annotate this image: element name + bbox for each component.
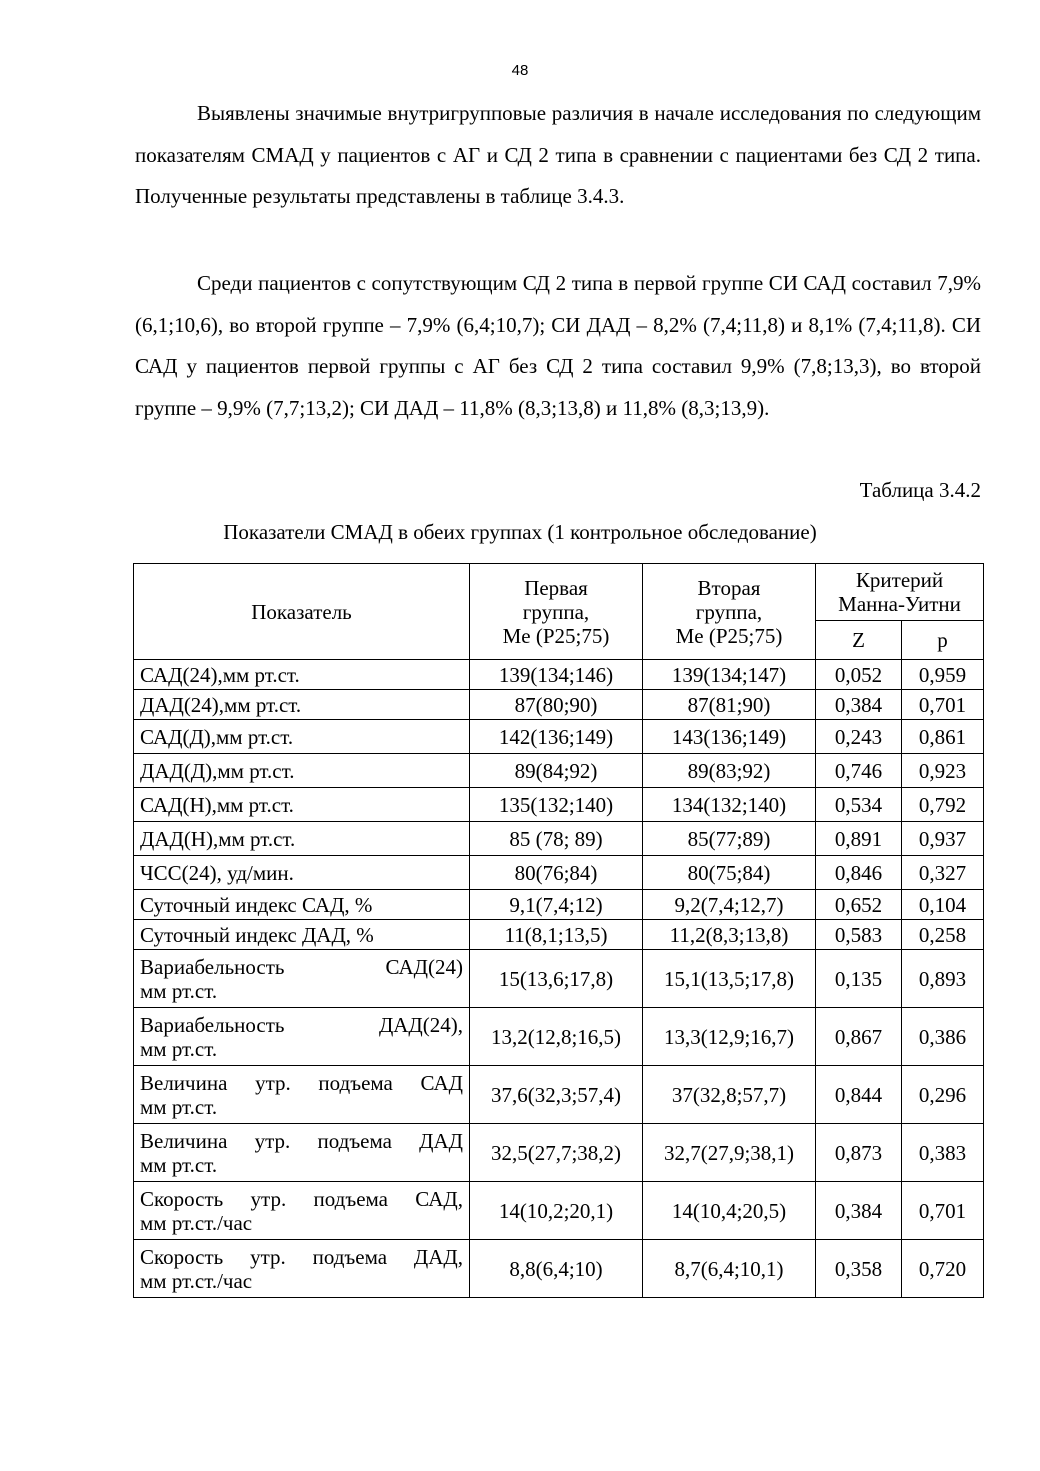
header-group1 xyxy=(470,564,643,660)
cell-group1: 15(13,6;17,8) xyxy=(470,950,643,1008)
cell-p: 0,701 xyxy=(902,1182,984,1240)
table-row xyxy=(134,754,984,788)
indicator-line: мм рт.ст. xyxy=(140,1094,218,1119)
cell-group2: 14(10,4;20,5) xyxy=(643,1182,816,1240)
header-group1-line-1: Первая xyxy=(524,575,588,600)
cell-p: 0,792 xyxy=(902,788,984,822)
indicator-line: мм рт.ст. xyxy=(140,978,218,1003)
cell-group1: 135(132;140) xyxy=(470,788,643,822)
cell-p: 0,893 xyxy=(902,950,984,1008)
indicator-line: Скорость утр. подъема САД, xyxy=(140,1186,463,1211)
cell-p: 0,327 xyxy=(902,856,984,890)
cell-group2: 32,7(27,9;38,1) xyxy=(643,1124,816,1182)
cell-group2: 134(132;140) xyxy=(643,788,816,822)
table-row xyxy=(134,950,984,1008)
header-group2-line-2: группа, xyxy=(695,599,763,624)
cell-group2: 9,2(7,4;12,7) xyxy=(643,890,816,920)
cell-group2: 11,2(8,3;13,8) xyxy=(643,920,816,950)
cell-indicator xyxy=(134,920,470,950)
cell-indicator xyxy=(134,720,470,754)
cell-p: 0,296 xyxy=(902,1066,984,1124)
cell-group2: 13,3(12,9;16,7) xyxy=(643,1008,816,1066)
table-label: Таблица 3.4.2 xyxy=(859,478,981,502)
page-number: 48 xyxy=(511,62,529,79)
paragraph-2: Среди пациентов с сопутствующим СД 2 типа в первой группе СИ САД составил 7,9% (6,1;10,6), во второй группе – 7,9% (6,4;10,7); СИ ДАД – 8,2% (7,4;11,8) и 8,1% (7,4;11,8). СИ САД у пациентов первой группы с АГ без СД 2 типа составил 9,9% (7,8;13,3), во второй группе – 9,9% (7,7;13,2); СИ ДАД – 11,8% (8,3;13,8) и 11,8% (8,3;13,9). xyxy=(135,271,981,420)
cell-z: 0,052 xyxy=(816,660,902,690)
indicator-line: ДАД(Н),мм рт.ст. xyxy=(140,826,296,851)
cell-group1: 87(80;90) xyxy=(470,690,643,720)
header-group1-line-3: Me (P25;75) xyxy=(502,623,610,648)
table-row xyxy=(134,720,984,754)
cell-p: 0,104 xyxy=(902,890,984,920)
indicator-line: САД(24),мм рт.ст. xyxy=(140,662,300,687)
cell-z: 0,652 xyxy=(816,890,902,920)
cell-z: 0,243 xyxy=(816,720,902,754)
table-row xyxy=(134,822,984,856)
cell-group1: 11(8,1;13,5) xyxy=(470,920,643,950)
cell-z: 0,135 xyxy=(816,950,902,1008)
cell-group1: 139(134;146) xyxy=(470,660,643,690)
cell-z: 0,358 xyxy=(816,1240,902,1298)
cell-p: 0,959 xyxy=(902,660,984,690)
indicator-line: Суточный индекс ДАД, % xyxy=(140,922,374,947)
cell-indicator xyxy=(134,660,470,690)
cell-group2: 143(136;149) xyxy=(643,720,816,754)
cell-group1: 37,6(32,3;57,4) xyxy=(470,1066,643,1124)
table-body xyxy=(134,660,984,1298)
table-row xyxy=(134,1182,984,1240)
indicator-line: Величина утр. подъема ДАД xyxy=(140,1128,463,1153)
cell-indicator xyxy=(134,1008,470,1066)
header-criterion-line-2: Манна-Уитни xyxy=(838,592,961,616)
header-criterion-line-1: Критерий xyxy=(855,568,944,592)
cell-p: 0,923 xyxy=(902,754,984,788)
indicator-line: мм рт.ст. xyxy=(140,1152,218,1177)
cell-group1: 80(76;84) xyxy=(470,856,643,890)
header-group2-line-1: Вторая xyxy=(697,575,761,600)
cell-z: 0,384 xyxy=(816,1182,902,1240)
cell-group2: 37(32,8;57,7) xyxy=(643,1066,816,1124)
cell-p: 0,386 xyxy=(902,1008,984,1066)
cell-group2: 85(77;89) xyxy=(643,822,816,856)
cell-group1: 13,2(12,8;16,5) xyxy=(470,1008,643,1066)
cell-p: 0,861 xyxy=(902,720,984,754)
cell-indicator xyxy=(134,890,470,920)
cell-indicator xyxy=(134,1240,470,1298)
header-criterion xyxy=(816,564,984,621)
cell-group1: 8,8(6,4;10) xyxy=(470,1240,643,1298)
cell-z: 0,844 xyxy=(816,1066,902,1124)
cell-indicator xyxy=(134,1066,470,1124)
cell-indicator xyxy=(134,950,470,1008)
indicator-line: мм рт.ст./час xyxy=(140,1210,253,1235)
table-row xyxy=(134,1124,984,1182)
indicator-line: ДАД(24),мм рт.ст. xyxy=(140,692,302,717)
cell-z: 0,867 xyxy=(816,1008,902,1066)
indicator-line: Суточный индекс САД, % xyxy=(140,892,373,917)
cell-indicator xyxy=(134,690,470,720)
cell-z: 0,746 xyxy=(816,754,902,788)
cell-z: 0,873 xyxy=(816,1124,902,1182)
indicator-line: ЧСС(24), уд/мин. xyxy=(140,860,294,885)
cell-group1: 14(10,2;20,1) xyxy=(470,1182,643,1240)
cell-z: 0,583 xyxy=(816,920,902,950)
cell-group1: 85 (78; 89) xyxy=(470,822,643,856)
table-row xyxy=(134,920,984,950)
cell-group2: 87(81;90) xyxy=(643,690,816,720)
cell-z: 0,846 xyxy=(816,856,902,890)
table-row xyxy=(134,1008,984,1066)
cell-group2: 80(75;84) xyxy=(643,856,816,890)
indicator-line: Вариабельность САД(24) xyxy=(140,954,463,979)
header-z: Z xyxy=(816,621,902,660)
cell-group1: 142(136;149) xyxy=(470,720,643,754)
cell-group1: 32,5(27,7;38,2) xyxy=(470,1124,643,1182)
table-row xyxy=(134,856,984,890)
table-row xyxy=(134,788,984,822)
smad-table xyxy=(133,563,984,1298)
indicator-line: Величина утр. подъема САД xyxy=(140,1070,463,1095)
cell-indicator xyxy=(134,856,470,890)
header-p: p xyxy=(902,621,984,660)
indicator-line: Скорость утр. подъема ДАД, xyxy=(140,1244,463,1269)
indicator-line: Вариабельность ДАД(24), xyxy=(140,1012,463,1037)
indicator-line: САД(Н),мм рт.ст. xyxy=(140,792,294,817)
cell-indicator xyxy=(134,1182,470,1240)
header-group2-line-3: Me (P25;75) xyxy=(675,623,783,648)
table-title: Показатели СМАД в обеих группах (1 контрольное обследование) xyxy=(223,520,817,544)
indicator-line: мм рт.ст. xyxy=(140,1036,218,1061)
indicator-line: САД(Д),мм рт.ст. xyxy=(140,724,294,749)
cell-indicator xyxy=(134,788,470,822)
header-group1-line-2: группа, xyxy=(522,599,590,624)
cell-p: 0,720 xyxy=(902,1240,984,1298)
table-row xyxy=(134,660,984,690)
cell-z: 0,891 xyxy=(816,822,902,856)
indicator-line: мм рт.ст./час xyxy=(140,1268,253,1293)
cell-group1: 89(84;92) xyxy=(470,754,643,788)
table-row xyxy=(134,690,984,720)
cell-p: 0,383 xyxy=(902,1124,984,1182)
cell-group2: 89(83;92) xyxy=(643,754,816,788)
table-row xyxy=(134,1240,984,1298)
cell-p: 0,258 xyxy=(902,920,984,950)
cell-group2: 15,1(13,5;17,8) xyxy=(643,950,816,1008)
cell-p: 0,701 xyxy=(902,690,984,720)
cell-p: 0,937 xyxy=(902,822,984,856)
paragraph-1: Выявлены значимые внутригрупповые различия в начале исследования по следующим показателям СМАД у пациентов с АГ и СД 2 типа в сравнении с пациентами без СД 2 типа. Полученные результаты представлены в таблице 3.4.3. xyxy=(135,101,981,208)
indicator-line: ДАД(Д),мм рт.ст. xyxy=(140,758,295,783)
cell-group1: 9,1(7,4;12) xyxy=(470,890,643,920)
table-row xyxy=(134,1066,984,1124)
table-row xyxy=(134,890,984,920)
cell-indicator xyxy=(134,754,470,788)
cell-indicator xyxy=(134,1124,470,1182)
cell-group2: 139(134;147) xyxy=(643,660,816,690)
header-group2 xyxy=(643,564,816,660)
cell-z: 0,384 xyxy=(816,690,902,720)
cell-z: 0,534 xyxy=(816,788,902,822)
cell-group2: 8,7(6,4;10,1) xyxy=(643,1240,816,1298)
cell-indicator xyxy=(134,822,470,856)
header-indicator: Показатель xyxy=(134,564,470,660)
